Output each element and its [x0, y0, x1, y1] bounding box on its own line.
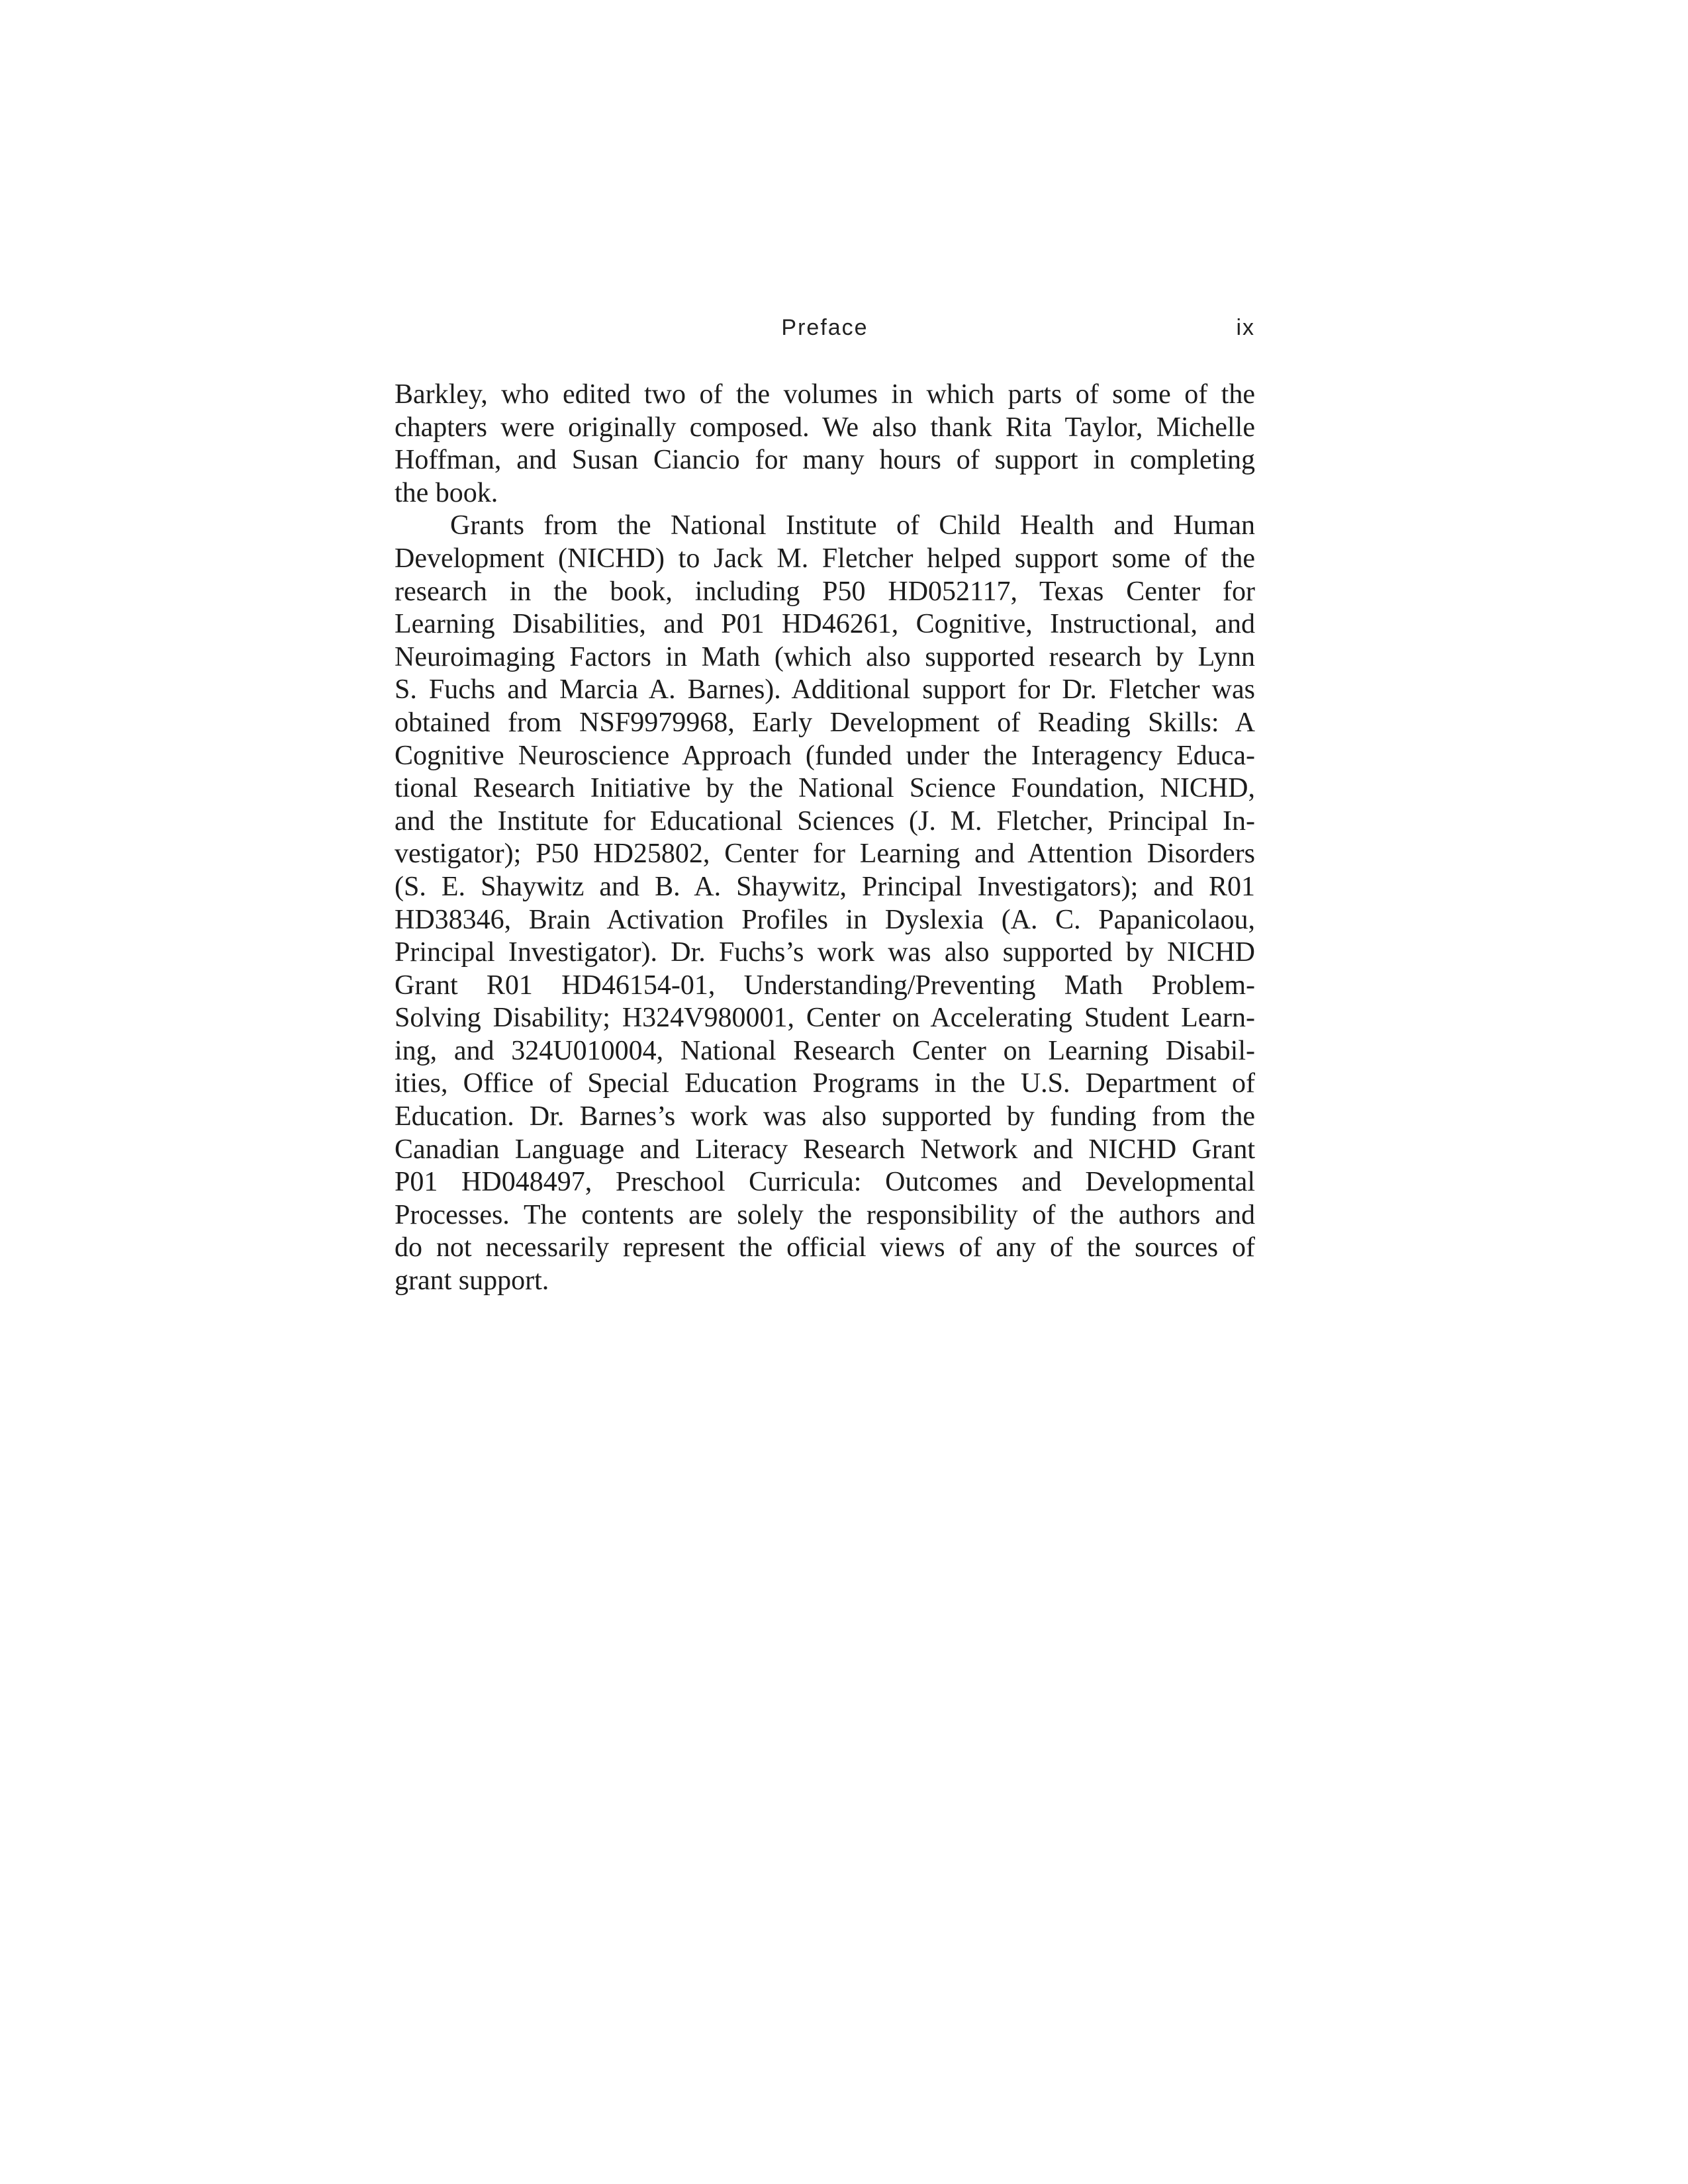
running-head-title: Preface	[781, 315, 868, 340]
text-line: Education. Dr. Barnes’s work was also supported by funding from the	[395, 1101, 1255, 1132]
text-line: Solving Disability; H324V980001, Center on Accelerating Student Learn-	[395, 1003, 1255, 1034]
text-line: research in the book, including P50 HD052117, Texas Center for	[395, 576, 1255, 607]
text-line: Development (NICHD) to Jack M. Fletcher helped support some of the	[395, 543, 1255, 574]
page-number: ix	[1236, 315, 1255, 340]
text-line: Learning Disabilities, and P01 HD46261, Cognitive, Instructional, and	[395, 609, 1255, 640]
text-line: Neuroimaging Factors in Math (which also supported research by Lynn	[395, 641, 1255, 672]
paragraph-2	[395, 510, 1255, 1297]
text-line: ing, and 324U010004, National Research Center on Learning Disabil-	[395, 1035, 1255, 1066]
text-line: Principal Investigator). Dr. Fuchs’s work was also supported by NICHD	[395, 937, 1255, 968]
text-line: Grant R01 HD46154-01, Understanding/Preventing Math Problem-	[395, 970, 1255, 1001]
text-line: (S. E. Shaywitz and B. A. Shaywitz, Principal Investigators); and R01	[395, 871, 1255, 902]
text-line: chapters were originally composed. We also thank Rita Taylor, Michelle	[395, 412, 1255, 443]
text-line: HD38346, Brain Activation Profiles in Dyslexia (A. C. Papanicolaou,	[395, 904, 1255, 935]
text-line: Hoffman, and Susan Ciancio for many hours of support in completing	[395, 445, 1255, 476]
running-head	[395, 315, 1255, 355]
body-text	[395, 379, 1255, 1298]
text-line: obtained from NSF9979968, Early Development of Reading Skills: A	[395, 707, 1255, 738]
text-line: and the Institute for Educational Sciences (J. M. Fletcher, Principal In-	[395, 805, 1255, 837]
text-line: ities, Office of Special Education Programs in the U.S. Department of	[395, 1068, 1255, 1099]
text-line: grant support.	[395, 1265, 549, 1297]
text-line: Barkley, who edited two of the volumes in which parts of some of the	[395, 379, 1255, 410]
text-line: vestigator); P50 HD25802, Center for Learning and Attention Disorders	[395, 839, 1255, 870]
text-line: P01 HD048497, Preschool Curricula: Outcomes and Developmental	[395, 1167, 1255, 1198]
text-line: Processes. The contents are solely the responsibility of the authors and	[395, 1199, 1255, 1230]
text-line: Canadian Language and Literacy Research Network and NICHD Grant	[395, 1134, 1255, 1165]
text-line: tional Research Initiative by the National Science Foundation, NICHD,	[395, 773, 1255, 804]
text-line: S. Fuchs and Marcia A. Barnes). Additional support for Dr. Fletcher was	[395, 674, 1255, 705]
text-line: Grants from the National Institute of Child Health and Human	[450, 510, 1255, 541]
text-line: Cognitive Neuroscience Approach (funded under the Interagency Educa-	[395, 740, 1255, 771]
paragraph-1	[395, 379, 1255, 510]
text-line: do not necessarily represent the official views of any of the sources of	[395, 1232, 1255, 1263]
text-line: the book.	[395, 477, 498, 508]
